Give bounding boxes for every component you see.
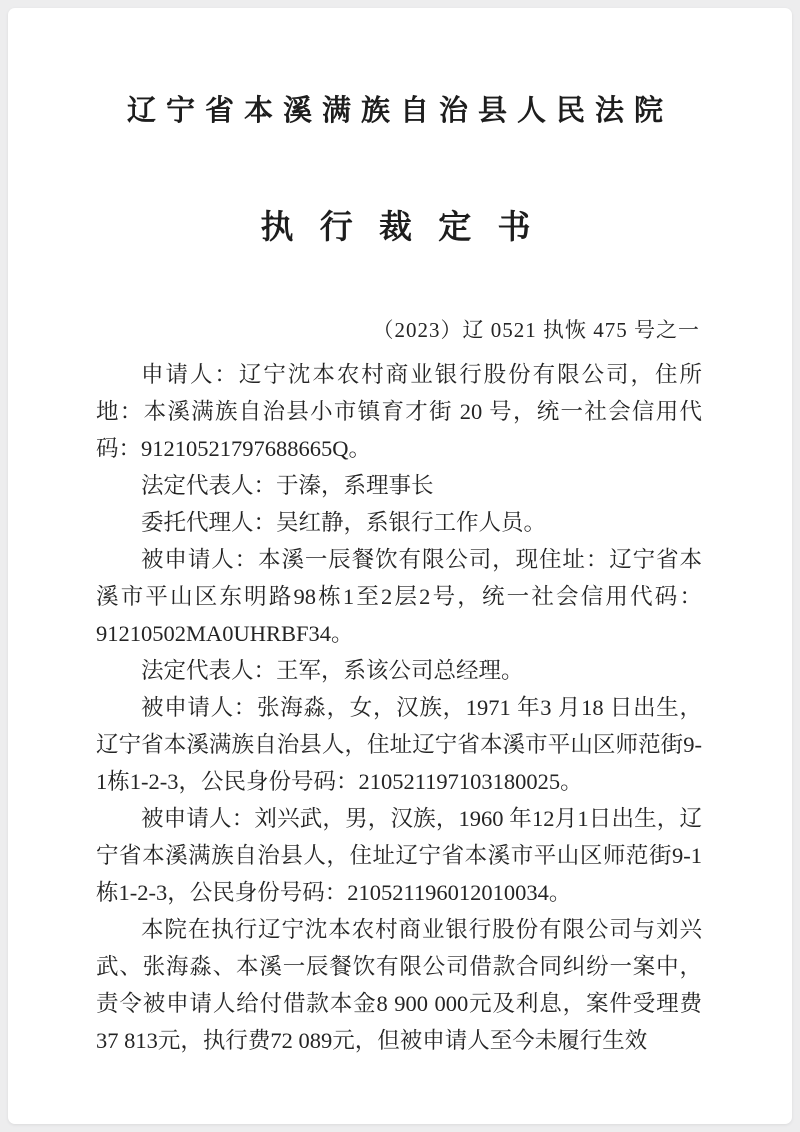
paragraph-legal-representative-2: 法定代表人：王军，系该公司总经理。 [141, 658, 524, 683]
document-page [8, 8, 792, 1124]
document-body [8, 356, 792, 1059]
paragraph-applicant: 申请人：辽宁沈本农村商业银行股份有限公司，住所地：本溪满族自治县小市镇育才街 20 号，统一社会信用代码：91210521797688665Q。 [96, 362, 702, 461]
paragraph-case-summary: 本院在执行辽宁沈本农村商业银行股份有限公司与刘兴武、张海淼、本溪一辰餐饮有限公司借款合同纠纷一案中，责令被申请人给付借款本金8 900 000元及利息，案件受理费37 813元，执行费72 089元，但被申请人至今未履行生效 [96, 917, 702, 1053]
paragraph-entrusted-agent: 委托代理人：吴红静，系银行工作人员。 [141, 510, 547, 535]
document-title: 执 行 裁 定 书 [260, 210, 540, 246]
paragraph-respondent-liu: 被申请人：刘兴武，男，汉族，1960 年12月1日出生，辽宁省本溪满族自治县人，住址辽宁省本溪市平山区师范街9-1栋1-2-3，公民身份号码：210521196012010034。 [96, 806, 702, 905]
paragraph-respondent-company: 被申请人：本溪一辰餐饮有限公司，现住址：辽宁省本溪市平山区东明路98栋1至2层2号，统一社会信用代码：91210502MA0UHRBF34。 [96, 547, 702, 646]
paragraph-respondent-zhang: 被申请人：张海淼，女，汉族，1971 年3 月18 日出生，辽宁省本溪满族自治县人，住址辽宁省本溪市平山区师范街9-1栋1-2-3，公民身份号码：210521197103180025。 [96, 695, 702, 794]
court-name-heading: 辽宁省本溪满族自治县人民法院 [126, 95, 673, 127]
paragraph-legal-representative-1: 法定代表人：于溱，系理事长 [141, 473, 434, 498]
case-number: （2023）辽 0521 执恢 475 号之一 [372, 318, 700, 342]
